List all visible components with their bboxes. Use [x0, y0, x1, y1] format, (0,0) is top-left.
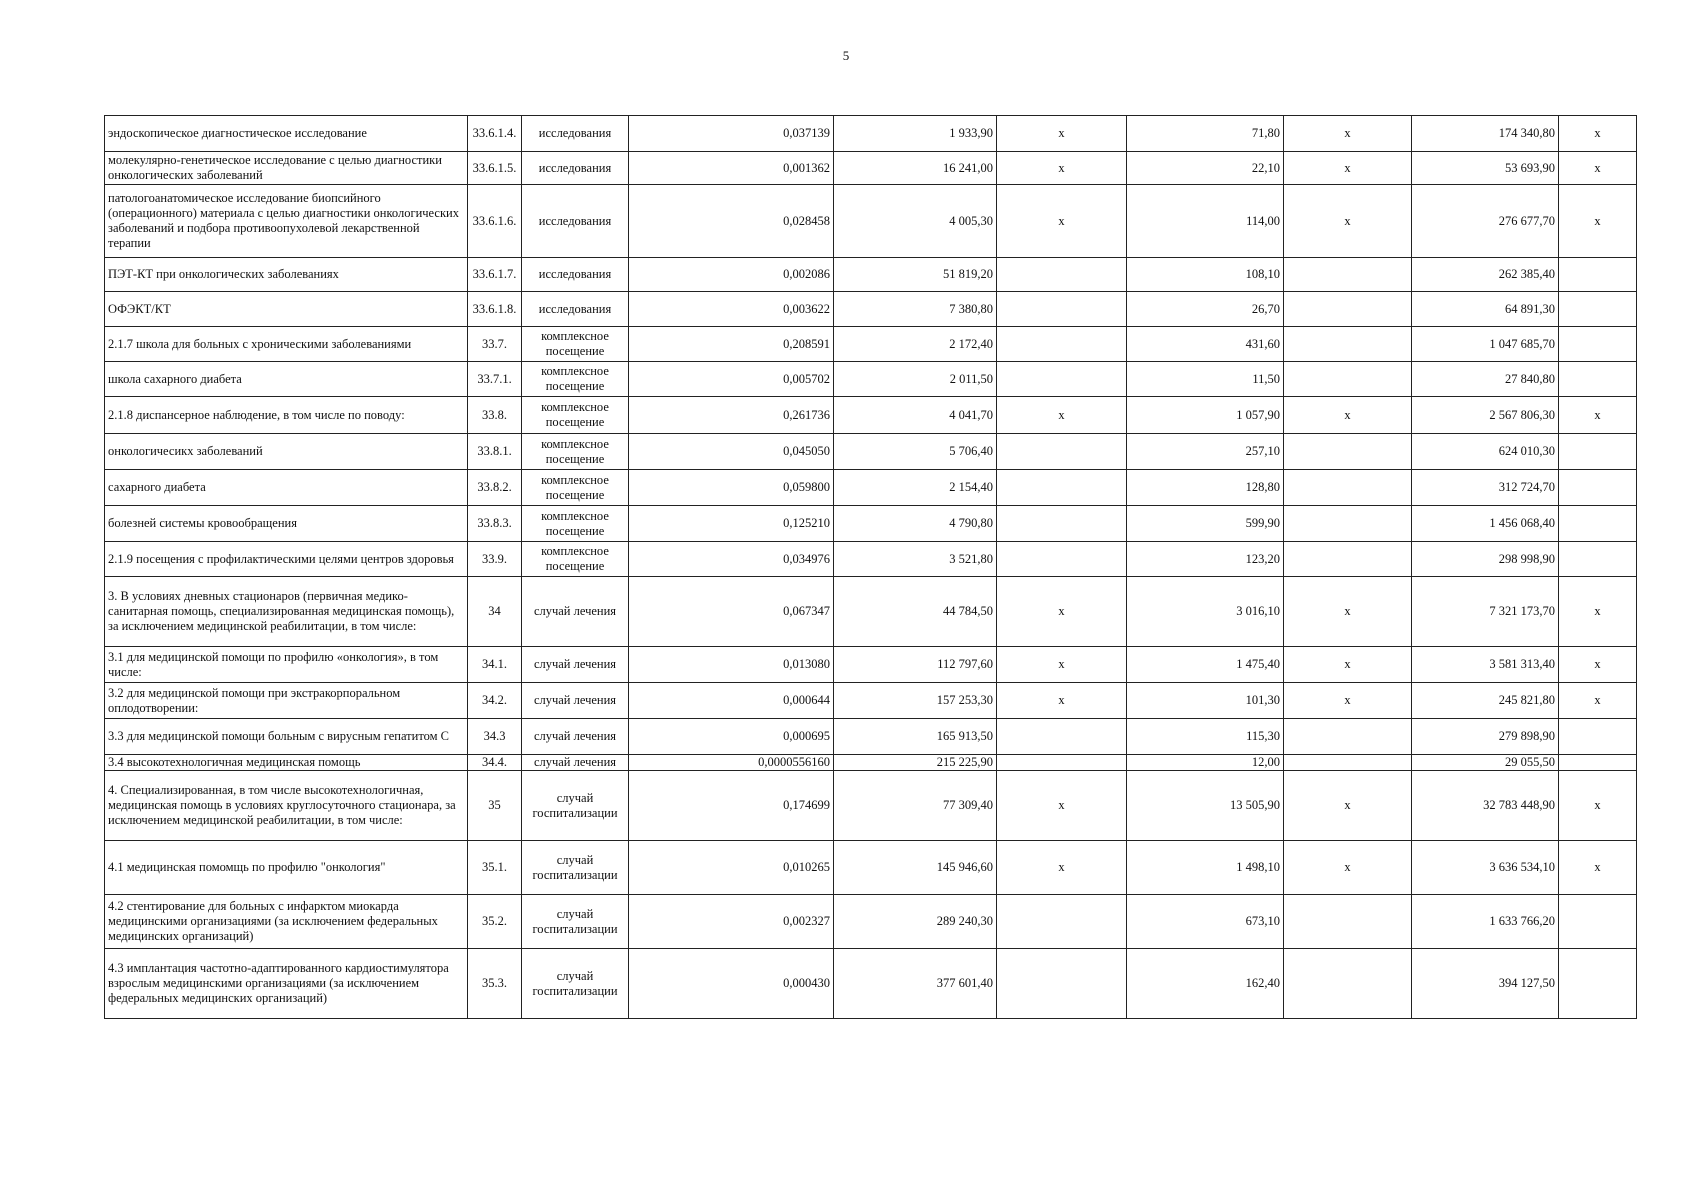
row-per-capita: 128,80 — [1127, 470, 1284, 506]
row-cost: 44 784,50 — [834, 577, 997, 647]
row-mark: x — [1559, 647, 1637, 683]
row-total: 312 724,70 — [1412, 470, 1559, 506]
row-unit: комплексное посещение — [522, 506, 629, 542]
row-unit: комплексное посещение — [522, 470, 629, 506]
row-mark — [1284, 949, 1412, 1019]
row-code: 34.3 — [468, 719, 522, 755]
row-name: молекулярно-генетическое исследование с целью диагностики онкологических заболеваний — [105, 152, 468, 185]
row-code: 33.6.1.4. — [468, 116, 522, 152]
table-row — [105, 434, 1637, 470]
page-number: 5 — [842, 48, 850, 63]
row-cost: 2 154,40 — [834, 470, 997, 506]
row-unit: комплексное посещение — [522, 542, 629, 577]
row-per-capita: 599,90 — [1127, 506, 1284, 542]
row-norm: 0,034976 — [629, 542, 834, 577]
row-total: 29 055,50 — [1412, 755, 1559, 771]
row-cost: 77 309,40 — [834, 771, 997, 841]
row-name: ОФЭКТ/КТ — [105, 292, 468, 327]
row-code: 33.8. — [468, 397, 522, 434]
row-name: эндоскопическое диагностическое исследование — [105, 116, 468, 152]
row-unit: исследования — [522, 292, 629, 327]
table-row — [105, 841, 1637, 895]
row-norm: 0,125210 — [629, 506, 834, 542]
row-cost: 1 933,90 — [834, 116, 997, 152]
row-code: 33.6.1.5. — [468, 152, 522, 185]
row-mark — [1559, 542, 1637, 577]
row-code: 33.8.1. — [468, 434, 522, 470]
row-unit: исследования — [522, 152, 629, 185]
row-unit: случай лечения — [522, 577, 629, 647]
row-mark — [997, 362, 1127, 397]
row-mark — [1284, 506, 1412, 542]
row-norm: 0,0000556160 — [629, 755, 834, 771]
row-cost: 145 946,60 — [834, 841, 997, 895]
row-mark — [1284, 895, 1412, 949]
row-cost: 5 706,40 — [834, 434, 997, 470]
row-name: 4.3 имплантация частотно-адаптированного кардиостимулятора взрослым медицинскими организациями (за исключением федеральных медицинских организаций) — [105, 949, 468, 1019]
table-row — [105, 185, 1637, 258]
row-mark — [1284, 327, 1412, 362]
row-mark — [997, 258, 1127, 292]
row-name: патологоанатомическое исследование биопсийного (операционного) материала с целью диагностики онкологических заболеваний и подбора противоопухолевой лекарственной терапии — [105, 185, 468, 258]
row-code: 35.1. — [468, 841, 522, 895]
row-code: 34.2. — [468, 683, 522, 719]
row-total: 3 636 534,10 — [1412, 841, 1559, 895]
row-name: 3.1 для медицинской помощи по профилю «онкология», в том числе: — [105, 647, 468, 683]
row-unit: комплексное посещение — [522, 362, 629, 397]
row-per-capita: 11,50 — [1127, 362, 1284, 397]
table-row — [105, 116, 1637, 152]
row-per-capita: 673,10 — [1127, 895, 1284, 949]
row-unit: случай госпитализации — [522, 771, 629, 841]
row-cost: 289 240,30 — [834, 895, 997, 949]
row-mark — [1559, 895, 1637, 949]
row-total: 624 010,30 — [1412, 434, 1559, 470]
row-mark — [1284, 258, 1412, 292]
row-total: 245 821,80 — [1412, 683, 1559, 719]
row-code: 35.2. — [468, 895, 522, 949]
row-mark: x — [1559, 152, 1637, 185]
row-mark: x — [997, 577, 1127, 647]
row-cost: 51 819,20 — [834, 258, 997, 292]
row-per-capita: 114,00 — [1127, 185, 1284, 258]
row-total: 276 677,70 — [1412, 185, 1559, 258]
row-per-capita: 26,70 — [1127, 292, 1284, 327]
row-mark — [997, 719, 1127, 755]
row-total: 3 581 313,40 — [1412, 647, 1559, 683]
row-mark: x — [1559, 577, 1637, 647]
row-norm: 0,261736 — [629, 397, 834, 434]
row-mark: x — [1284, 683, 1412, 719]
row-per-capita: 3 016,10 — [1127, 577, 1284, 647]
row-total: 174 340,80 — [1412, 116, 1559, 152]
table-row — [105, 327, 1637, 362]
row-total: 32 783 448,90 — [1412, 771, 1559, 841]
row-norm: 0,005702 — [629, 362, 834, 397]
row-total: 27 840,80 — [1412, 362, 1559, 397]
row-per-capita: 1 057,90 — [1127, 397, 1284, 434]
row-per-capita: 257,10 — [1127, 434, 1284, 470]
table-row — [105, 397, 1637, 434]
row-cost: 157 253,30 — [834, 683, 997, 719]
table-row — [105, 152, 1637, 185]
row-cost: 3 521,80 — [834, 542, 997, 577]
row-mark: x — [1284, 771, 1412, 841]
row-mark: x — [1559, 185, 1637, 258]
row-unit: случай лечения — [522, 647, 629, 683]
row-cost: 4 790,80 — [834, 506, 997, 542]
row-mark — [1284, 719, 1412, 755]
row-total: 7 321 173,70 — [1412, 577, 1559, 647]
row-mark: x — [1284, 647, 1412, 683]
row-mark — [1559, 362, 1637, 397]
table-row — [105, 771, 1637, 841]
row-per-capita: 13 505,90 — [1127, 771, 1284, 841]
row-norm: 0,002327 — [629, 895, 834, 949]
row-total: 262 385,40 — [1412, 258, 1559, 292]
row-code: 33.7.1. — [468, 362, 522, 397]
row-mark — [997, 470, 1127, 506]
row-per-capita: 123,20 — [1127, 542, 1284, 577]
row-name: 3.4 высокотехнологичная медицинская помощь — [105, 755, 468, 771]
row-norm: 0,059800 — [629, 470, 834, 506]
row-mark: x — [1559, 116, 1637, 152]
row-mark — [997, 895, 1127, 949]
row-total: 1 047 685,70 — [1412, 327, 1559, 362]
row-cost: 215 225,90 — [834, 755, 997, 771]
row-mark — [1559, 258, 1637, 292]
row-norm: 0,037139 — [629, 116, 834, 152]
table-row — [105, 362, 1637, 397]
row-name: болезней системы кровообращения — [105, 506, 468, 542]
row-unit: случай лечения — [522, 683, 629, 719]
row-cost: 377 601,40 — [834, 949, 997, 1019]
row-unit: случай госпитализации — [522, 949, 629, 1019]
row-per-capita: 162,40 — [1127, 949, 1284, 1019]
row-mark — [1284, 542, 1412, 577]
row-mark: x — [1284, 841, 1412, 895]
row-mark: x — [997, 116, 1127, 152]
row-per-capita: 1 475,40 — [1127, 647, 1284, 683]
row-name: 4. Специализированная, в том числе высокотехнологичная, медицинская помощь в условиях круглосуточного стационара, за исключением медицинской реабилитации, в том числе: — [105, 771, 468, 841]
row-mark: x — [1284, 185, 1412, 258]
row-mark — [1559, 327, 1637, 362]
row-unit: комплексное посещение — [522, 434, 629, 470]
row-unit: случай лечения — [522, 755, 629, 771]
row-name: 4.1 медицинская помомщь по профилю "онкология" — [105, 841, 468, 895]
row-mark — [1284, 292, 1412, 327]
row-total: 279 898,90 — [1412, 719, 1559, 755]
row-total: 394 127,50 — [1412, 949, 1559, 1019]
row-cost: 165 913,50 — [834, 719, 997, 755]
row-mark — [1559, 434, 1637, 470]
row-mark: x — [997, 152, 1127, 185]
table-body — [105, 116, 1637, 1019]
row-total: 64 891,30 — [1412, 292, 1559, 327]
row-mark — [997, 755, 1127, 771]
row-mark: x — [1559, 397, 1637, 434]
row-code: 35 — [468, 771, 522, 841]
row-unit: исследования — [522, 258, 629, 292]
row-name: ПЭТ-КТ при онкологических заболеваниях — [105, 258, 468, 292]
row-norm: 0,000430 — [629, 949, 834, 1019]
table-row — [105, 949, 1637, 1019]
financing-table — [104, 115, 1637, 1019]
row-mark: x — [1284, 577, 1412, 647]
row-unit: комплексное посещение — [522, 397, 629, 434]
row-name: 3.3 для медицинской помощи больным с вирусным гепатитом С — [105, 719, 468, 755]
row-norm: 0,003622 — [629, 292, 834, 327]
row-total: 298 998,90 — [1412, 542, 1559, 577]
row-mark: x — [997, 397, 1127, 434]
row-norm: 0,028458 — [629, 185, 834, 258]
row-unit: случай госпитализации — [522, 841, 629, 895]
row-norm: 0,000695 — [629, 719, 834, 755]
row-unit: случай госпитализации — [522, 895, 629, 949]
table-row — [105, 577, 1637, 647]
row-mark — [997, 506, 1127, 542]
row-norm: 0,208591 — [629, 327, 834, 362]
row-code: 33.7. — [468, 327, 522, 362]
row-mark — [997, 542, 1127, 577]
row-total: 1 456 068,40 — [1412, 506, 1559, 542]
row-name: 2.1.8 диспансерное наблюдение, в том числе по поводу: — [105, 397, 468, 434]
table-row — [105, 292, 1637, 327]
row-mark: x — [1559, 683, 1637, 719]
row-mark: x — [1559, 841, 1637, 895]
row-per-capita: 71,80 — [1127, 116, 1284, 152]
row-unit: исследования — [522, 185, 629, 258]
row-name: 3. В условиях дневных стационаров (первичная медико-санитарная помощь, специализированная медицинская помощь), за исключением медицинской реабилитации, в том числе: — [105, 577, 468, 647]
row-name: 2.1.9 посещения с профилактическими целями центров здоровья — [105, 542, 468, 577]
row-mark: x — [997, 185, 1127, 258]
row-name: 2.1.7 школа для больных с хроническими заболеваниями — [105, 327, 468, 362]
row-mark — [1559, 949, 1637, 1019]
row-cost: 4 041,70 — [834, 397, 997, 434]
row-norm: 0,013080 — [629, 647, 834, 683]
row-norm: 0,067347 — [629, 577, 834, 647]
row-mark — [997, 434, 1127, 470]
row-code: 33.8.2. — [468, 470, 522, 506]
row-mark: x — [1284, 116, 1412, 152]
row-mark: x — [997, 771, 1127, 841]
row-unit: случай лечения — [522, 719, 629, 755]
row-total: 53 693,90 — [1412, 152, 1559, 185]
row-mark: x — [1284, 152, 1412, 185]
table-row — [105, 542, 1637, 577]
row-code: 33.6.1.7. — [468, 258, 522, 292]
table-row — [105, 755, 1637, 771]
row-per-capita: 108,10 — [1127, 258, 1284, 292]
row-cost: 112 797,60 — [834, 647, 997, 683]
row-name: 4.2 стентирование для больных с инфарктом миокарда медицинскими организациями (за исключением федеральных медицинских организаций) — [105, 895, 468, 949]
row-code: 34.4. — [468, 755, 522, 771]
row-mark — [1559, 292, 1637, 327]
row-mark — [997, 292, 1127, 327]
row-norm: 0,010265 — [629, 841, 834, 895]
row-mark: x — [1559, 771, 1637, 841]
row-cost: 4 005,30 — [834, 185, 997, 258]
row-mark: x — [997, 683, 1127, 719]
row-mark: x — [997, 647, 1127, 683]
row-mark — [1559, 719, 1637, 755]
row-mark — [1284, 755, 1412, 771]
row-mark — [1559, 506, 1637, 542]
row-total: 1 633 766,20 — [1412, 895, 1559, 949]
row-per-capita: 115,30 — [1127, 719, 1284, 755]
row-norm: 0,002086 — [629, 258, 834, 292]
row-total: 2 567 806,30 — [1412, 397, 1559, 434]
row-per-capita: 1 498,10 — [1127, 841, 1284, 895]
row-per-capita: 12,00 — [1127, 755, 1284, 771]
row-norm: 0,000644 — [629, 683, 834, 719]
row-code: 34.1. — [468, 647, 522, 683]
row-mark — [1284, 434, 1412, 470]
row-name: онкологичесикх заболеваний — [105, 434, 468, 470]
row-cost: 2 172,40 — [834, 327, 997, 362]
row-unit: исследования — [522, 116, 629, 152]
row-norm: 0,001362 — [629, 152, 834, 185]
row-per-capita: 22,10 — [1127, 152, 1284, 185]
row-name: 3.2 для медицинской помощи при экстракорпоральном оплодотворении: — [105, 683, 468, 719]
row-mark: x — [997, 841, 1127, 895]
row-code: 34 — [468, 577, 522, 647]
table-row — [105, 719, 1637, 755]
table-row — [105, 683, 1637, 719]
row-per-capita: 431,60 — [1127, 327, 1284, 362]
row-name: школа сахарного диабета — [105, 362, 468, 397]
table-row — [105, 470, 1637, 506]
row-code: 33.8.3. — [468, 506, 522, 542]
row-code: 33.6.1.8. — [468, 292, 522, 327]
row-mark — [1559, 755, 1637, 771]
row-mark: x — [1284, 397, 1412, 434]
row-unit: комплексное посещение — [522, 327, 629, 362]
table-row — [105, 895, 1637, 949]
row-mark — [1284, 362, 1412, 397]
row-mark — [1559, 470, 1637, 506]
table-row — [105, 647, 1637, 683]
row-cost: 2 011,50 — [834, 362, 997, 397]
table-row — [105, 506, 1637, 542]
row-code: 33.6.1.6. — [468, 185, 522, 258]
row-cost: 7 380,80 — [834, 292, 997, 327]
row-norm: 0,045050 — [629, 434, 834, 470]
table-row — [105, 258, 1637, 292]
row-cost: 16 241,00 — [834, 152, 997, 185]
row-mark — [1284, 470, 1412, 506]
row-norm: 0,174699 — [629, 771, 834, 841]
row-code: 35.3. — [468, 949, 522, 1019]
row-code: 33.9. — [468, 542, 522, 577]
row-mark — [997, 327, 1127, 362]
row-per-capita: 101,30 — [1127, 683, 1284, 719]
row-mark — [997, 949, 1127, 1019]
row-name: сахарного диабета — [105, 470, 468, 506]
